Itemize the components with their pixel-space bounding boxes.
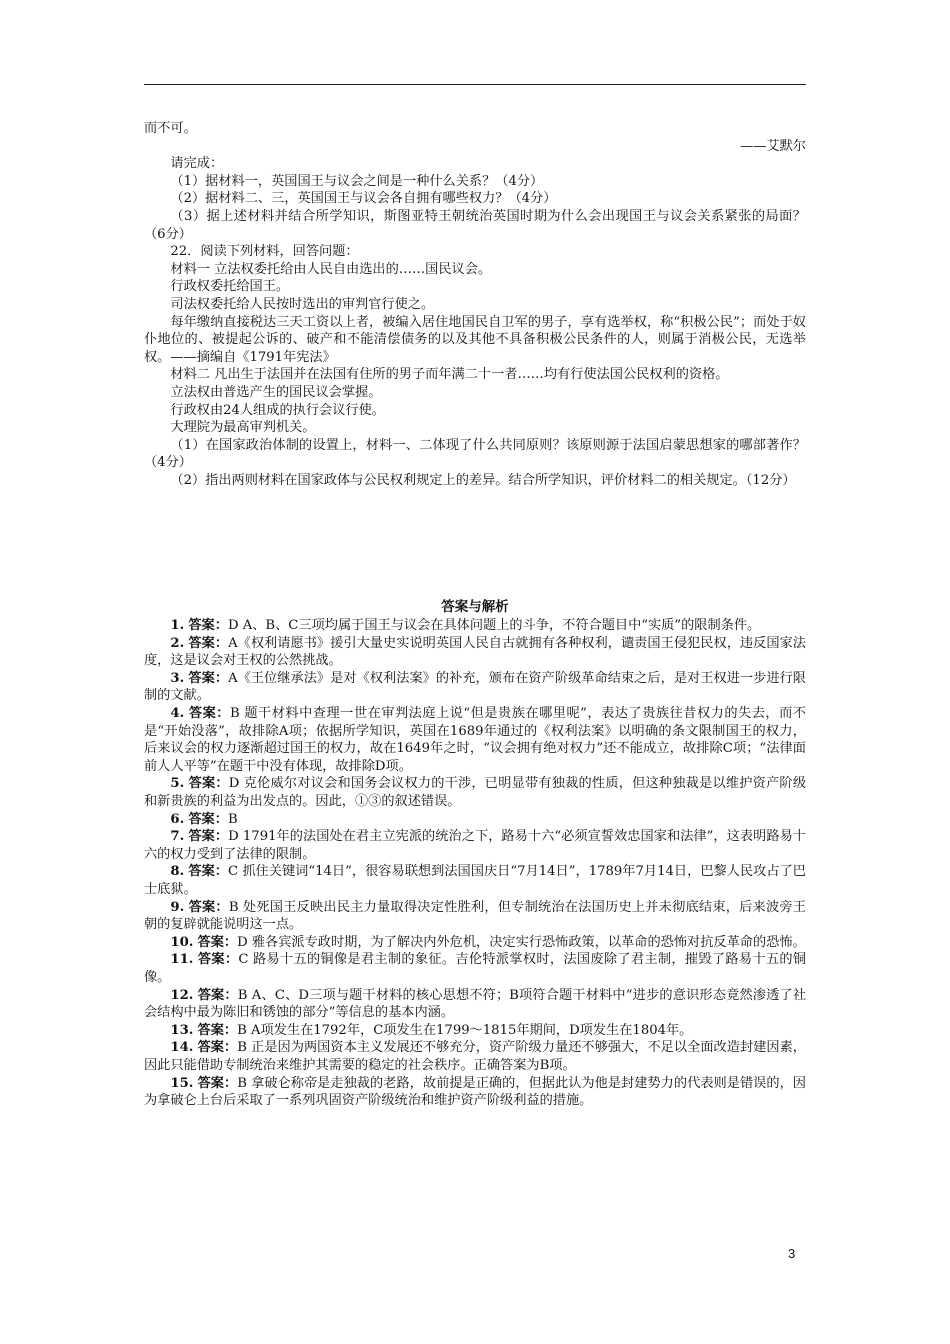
answer-item — [144, 705, 806, 775]
answer-label: 答案： — [197, 934, 238, 950]
header-rule — [144, 84, 806, 85]
question-paragraph: 行政权委托给国王。 — [170, 279, 290, 295]
answer-label: 答案： — [197, 1040, 238, 1056]
answer-number: 6. — [170, 811, 185, 827]
answer-number: 4. — [170, 706, 185, 722]
answer-number: 7. — [170, 829, 185, 845]
answer-label: 答案： — [188, 899, 229, 915]
question-paragraph: 司法权委托给人民按时选出的审判官行使之。 — [170, 296, 435, 312]
answer-label: 答案： — [197, 952, 239, 968]
answer-label: 答案： — [188, 618, 228, 634]
section-gap — [144, 489, 806, 599]
answer-text: B A项发生在1792年，C项发生在1799～1815年期间，D项发生在1804年。 — [237, 1022, 693, 1038]
answer-item — [144, 951, 806, 986]
answer-label: 答案： — [188, 670, 229, 686]
answer-item — [144, 899, 806, 934]
page-content — [144, 120, 806, 1110]
answer-text: D 1791年的法国处在君主立宪派的统治之下，路易十六“必须宣誓效忠国家和法律”，这表明路易十六的权力受到了法律的限制。 — [144, 829, 806, 862]
question-paragraph: 大理院为最高审判机关。 — [170, 420, 316, 436]
answer-label: 答案： — [197, 1022, 238, 1038]
answer-text: A《王位继承法》是对《权利法案》的补充，颁布在资产阶级革命结束之后，是对王权进一步进行限制的文献。 — [144, 670, 806, 704]
answer-label: 答案： — [188, 635, 229, 651]
question-paragraph: （1）据材料一，英国国王与议会之间是一种什么关系？（4分） — [170, 173, 544, 189]
answer-text: B A、C、D三项与题干材料的核心思想不符；B项符合题干材料中“进步的意识形态竟然渗透了社会结构中最为陈旧和锈蚀的部分”等信息的基本内涵。 — [144, 987, 807, 1021]
answer-text: B 正是因为两国资本主义发展还不够充分，资产阶级力量还不够强大，不足以全面改造封建因素，因此只能借助专制统治来维护其需要的稳定的社会秩序。正确答案为B项。 — [144, 1040, 806, 1073]
question-paragraph: （1）在国家政治体制的设置上，材料一、二体现了什么共同原则？该原则源于法国启蒙思想家的哪部著作？（4分） — [144, 437, 806, 471]
answer-number: 9. — [170, 899, 185, 915]
answer-item — [144, 987, 806, 1022]
question-paragraph: 材料二 凡出生于法国并在法国有住所的男子而年满二十一者……均有行使法国公民权利的资格。 — [170, 367, 729, 383]
answers-section — [144, 617, 806, 1110]
answer-number: 12. — [170, 987, 194, 1003]
answer-item — [144, 775, 806, 810]
question-paragraph: 立法权由普选产生的国民议会掌握。 — [170, 384, 382, 400]
answer-number: 2. — [170, 635, 185, 651]
answer-item — [144, 811, 806, 829]
answer-item — [144, 828, 806, 863]
answer-number: 13. — [170, 1022, 194, 1038]
answer-label: 答案： — [197, 987, 238, 1003]
answer-label: 答案： — [188, 776, 229, 792]
answer-item — [144, 863, 806, 898]
answer-text: D A、B、C三项均属于国王与议会在具体问题上的斗争，不符合题目中“实质”的限制条件。 — [227, 618, 761, 634]
question-paragraph: （2）指出两则材料在国家政体与公民权利规定上的差异。结合所学知识，评价材料二的相关规定。（12分） — [170, 472, 796, 488]
answer-number: 15. — [170, 1075, 194, 1091]
answer-text: B 处死国王反映出民主力量取得决定性胜利，但专制统治在法国历史上并未彻底结束，后来波旁王朝的复辟就能说明这一点。 — [144, 899, 806, 933]
answer-item — [144, 617, 806, 635]
answer-label: 答案： — [188, 706, 230, 722]
answer-item — [144, 670, 806, 705]
answer-text: C 抓住关键词“14日”，很容易联想到法国国庆日“7月14日”，1789年7月14日，巴黎人民攻占了巴士底狱。 — [144, 864, 806, 897]
answer-item — [144, 1075, 806, 1110]
answer-number: 3. — [170, 670, 185, 686]
answer-text: B — [227, 811, 238, 827]
answer-number: 5. — [170, 776, 185, 792]
answer-item — [144, 934, 806, 952]
question-paragraph: ——艾默尔 — [740, 138, 806, 154]
question-paragraph: 行政权由24人组成的执行会议行使。 — [170, 402, 385, 418]
answer-text: B 拿破仑称帝是走独裁的老路，故前提是正确的，但据此认为他是封建势力的代表则是错误的，因为拿破仑上台后采取了一系列巩固资产阶级统治和维护资产阶级利益的措施。 — [144, 1075, 806, 1109]
answer-number: 11. — [170, 952, 194, 968]
answer-label: 答案： — [197, 1075, 238, 1091]
answer-text: D 雅各宾派专政时期，为了解决内外危机，决定实行恐怖政策，以革命的恐怖对抗反革命的恐怖。 — [237, 934, 806, 950]
question-paragraph: （2）据材料二、三，英国国王与议会各自拥有哪些权力？（4分） — [170, 191, 557, 207]
answer-number: 14. — [170, 1040, 194, 1056]
page-number: 3 — [788, 1246, 796, 1261]
question-paragraph: 22．阅读下列材料，回答问题： — [170, 244, 359, 260]
answer-text: C 路易十五的铜像是君主制的象征。吉伦特派掌权时，法国废除了君主制，摧毁了路易十五的铜像。 — [144, 952, 807, 985]
answer-item — [144, 635, 806, 670]
answer-number: 8. — [170, 864, 185, 880]
question-paragraph: （3）据上述材料并结合所学知识，斯图亚特王朝统治英国时期为什么会出现国王与议会关系紧张的局面？（6分） — [144, 208, 806, 242]
answer-label: 答案： — [188, 864, 229, 880]
answer-item — [144, 1039, 806, 1074]
question-paragraph: 而不可。 — [144, 121, 197, 136]
question-paragraph: 每年缴纳直接税达三天工资以上者，被编入居住地国民自卫军的男子，享有选举权，称“积极公民”；而处于奴仆地位的、被提起公诉的、破产和不能清偿债务的以及其他不具备积极公民条件的人，则属于消极公民，无选举权。——摘编自《1791年宪法》 — [144, 314, 806, 365]
question-paragraph: 请完成： — [170, 156, 224, 172]
answer-label: 答案： — [188, 829, 229, 845]
answers-title: 答案与解析 — [441, 599, 509, 616]
answer-number: 1. — [170, 618, 185, 634]
answer-text: B 题干材料中查理一世在审判法庭上说“但是贵族在哪里呢”，表达了贵族往昔权力的失去，而不是“开始没落”，故排除A项；依据所学知识，英国在1689年通过的《权利法案》以明确的条文限制国王的权力，后来议会的权力逐渐超过国王的权力，故在1649年之时，“议会拥有绝对权力”还不能成立，故排除C项；“法律面前人人平等”在题干中没有体现，故排除D项。 — [144, 706, 806, 774]
answer-number: 10. — [170, 934, 194, 950]
answer-text: A《权利请愿书》援引大量史实说明英国人民自古就拥有各种权利，谴责国王侵犯民权，违反国家法度，这是议会对王权的公然挑战。 — [144, 635, 806, 669]
question-paragraph: 材料一 立法权委托给由人民自由选出的……国民议会。 — [170, 261, 492, 277]
answer-label: 答案： — [188, 811, 228, 827]
answer-text: D 克伦威尔对议会和国务会议权力的干涉，已明显带有独裁的性质，但这种独裁是以维护资产阶级和新贵族的利益为出发点的。因此，①③的叙述错误。 — [144, 776, 807, 809]
answer-item — [144, 1022, 806, 1040]
question-section — [144, 120, 806, 489]
